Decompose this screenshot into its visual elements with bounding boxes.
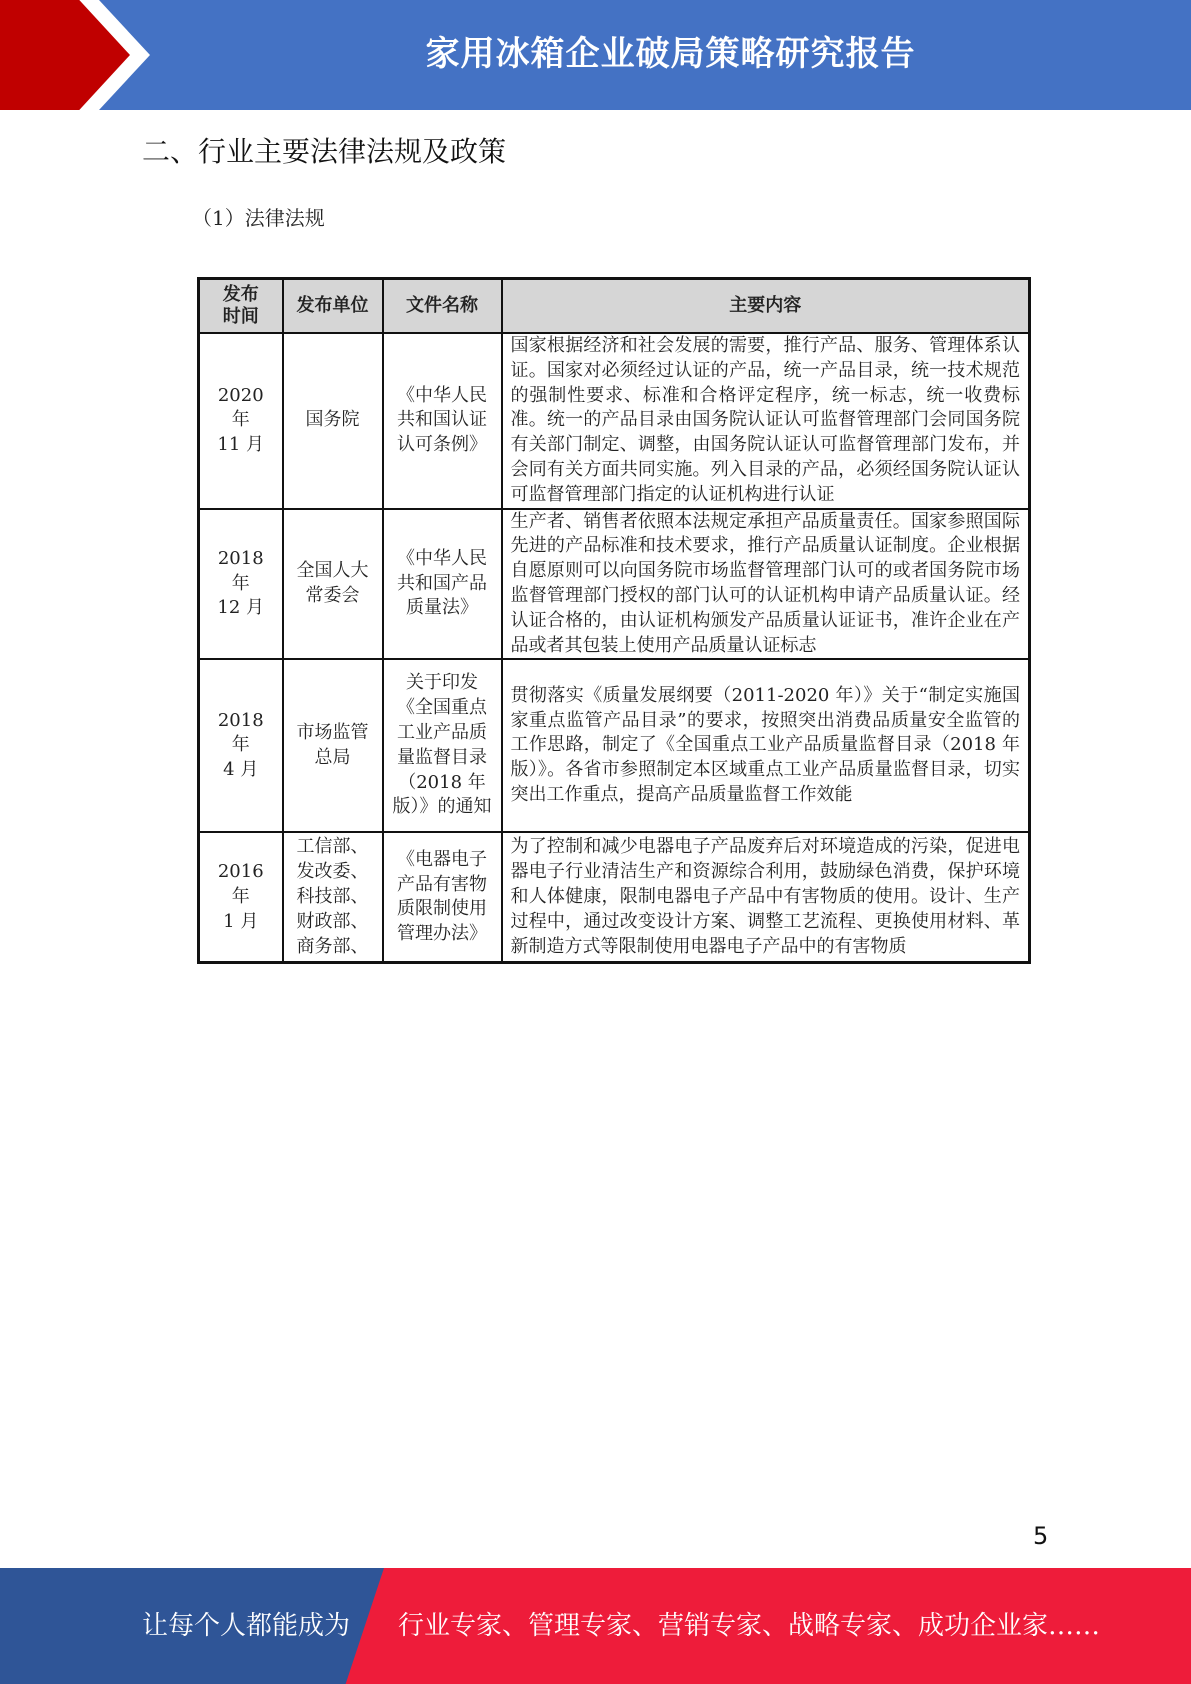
table-row <box>199 832 1030 962</box>
footer-slogan-left: 让每个人都能成为 <box>142 1611 351 1641</box>
header-date: 发布 时间 <box>199 279 283 334</box>
cell-issuer: 国务院 <box>283 333 383 509</box>
cell-issuer: 工信部、发改委、科技部、财政部、商务部、 <box>283 832 383 962</box>
section-subtitle: （1）法律法规 <box>192 206 325 230</box>
footer-banner <box>0 1568 1191 1684</box>
page-number: 5 <box>1033 1522 1049 1550</box>
header-banner <box>0 0 1191 110</box>
laws-table <box>197 277 1031 964</box>
cell-content: 国家根据经济和社会发展的需要，推行产品、服务、管理体系认证。国家对必须经过认证的产品，统一产品目录，统一技术规范的强制性要求、标准和合格评定程序，统一标志，统一收费标准。统一的产品目录由国务院认证认可监督管理部门会同国务院有关部门制定、调整，由国务院认证认可监督管理部门发布，并会同有关方面共同实施。列入目录的产品，必须经国务院认证认可监督管理部门指定的认证机构进行认证 <box>502 333 1030 509</box>
table-row <box>199 333 1030 509</box>
cell-date: 2020 年 11 月 <box>199 333 283 509</box>
header-issuer: 发布单位 <box>283 279 383 334</box>
cell-document: 《电器电子产品有害物质限制使用管理办法》 <box>383 832 502 962</box>
cell-date: 2018 年 4 月 <box>199 659 283 832</box>
cell-date: 2018 年 12 月 <box>199 509 283 660</box>
table-row <box>199 509 1030 660</box>
table-header-row <box>199 279 1030 334</box>
cell-content: 为了控制和减少电器电子产品废弃后对环境造成的污染，促进电器电子行业清洁生产和资源综合利用，鼓励绿色消费，保护环境和人体健康，限制电器电子产品中有害物质的使用。设计、生产过程中，通过改变设计方案、调整工艺流程、更换使用材料、革新制造方式等限制使用电器电子产品中的有害物质 <box>502 832 1030 962</box>
cell-document: 关于印发《全国重点工业产品质量监督目录（2018 年版）》的通知 <box>383 659 502 832</box>
cell-date: 2016 年 1 月 <box>199 832 283 962</box>
cell-issuer: 市场监管总局 <box>283 659 383 832</box>
cell-issuer: 全国人大常委会 <box>283 509 383 660</box>
section-title: 二、行业主要法律法规及政策 <box>142 135 507 168</box>
footer-slogan-right: 行业专家、管理专家、营销专家、战略专家、成功企业家…… <box>398 1611 1101 1641</box>
table-row <box>199 659 1030 832</box>
cell-document: 《中华人民共和国产品质量法》 <box>383 509 502 660</box>
cell-document: 《中华人民共和国认证认可条例》 <box>383 333 502 509</box>
header-content: 主要内容 <box>502 279 1030 334</box>
cell-content: 生产者、销售者依照本法规定承担产品质量责任。国家参照国际先进的产品标准和技术要求，推行产品质量认证制度。企业根据自愿原则可以向国务院市场监督管理部门认可的或者国务院市场监督管理部门授权的部门认可的认证机构申请产品质量认证。经认证合格的，由认证机构颁发产品质量认证证书，准许企业在产品或者其包装上使用产品质量认证标志 <box>502 509 1030 660</box>
header-document: 文件名称 <box>383 279 502 334</box>
cell-content: 贯彻落实《质量发展纲要（2011-2020 年）》关于“制定实施国家重点监管产品目录”的要求，按照突出消费品质量安全监管的工作思路，制定了《全国重点工业产品质量监督目录（2018 年版）》。各省市参照制定本区域重点工业产品质量监督目录，切实突出工作重点，提高产品质量监督工作效能 <box>502 659 1030 832</box>
report-title: 家用冰箱企业破局策略研究报告 <box>425 34 916 74</box>
